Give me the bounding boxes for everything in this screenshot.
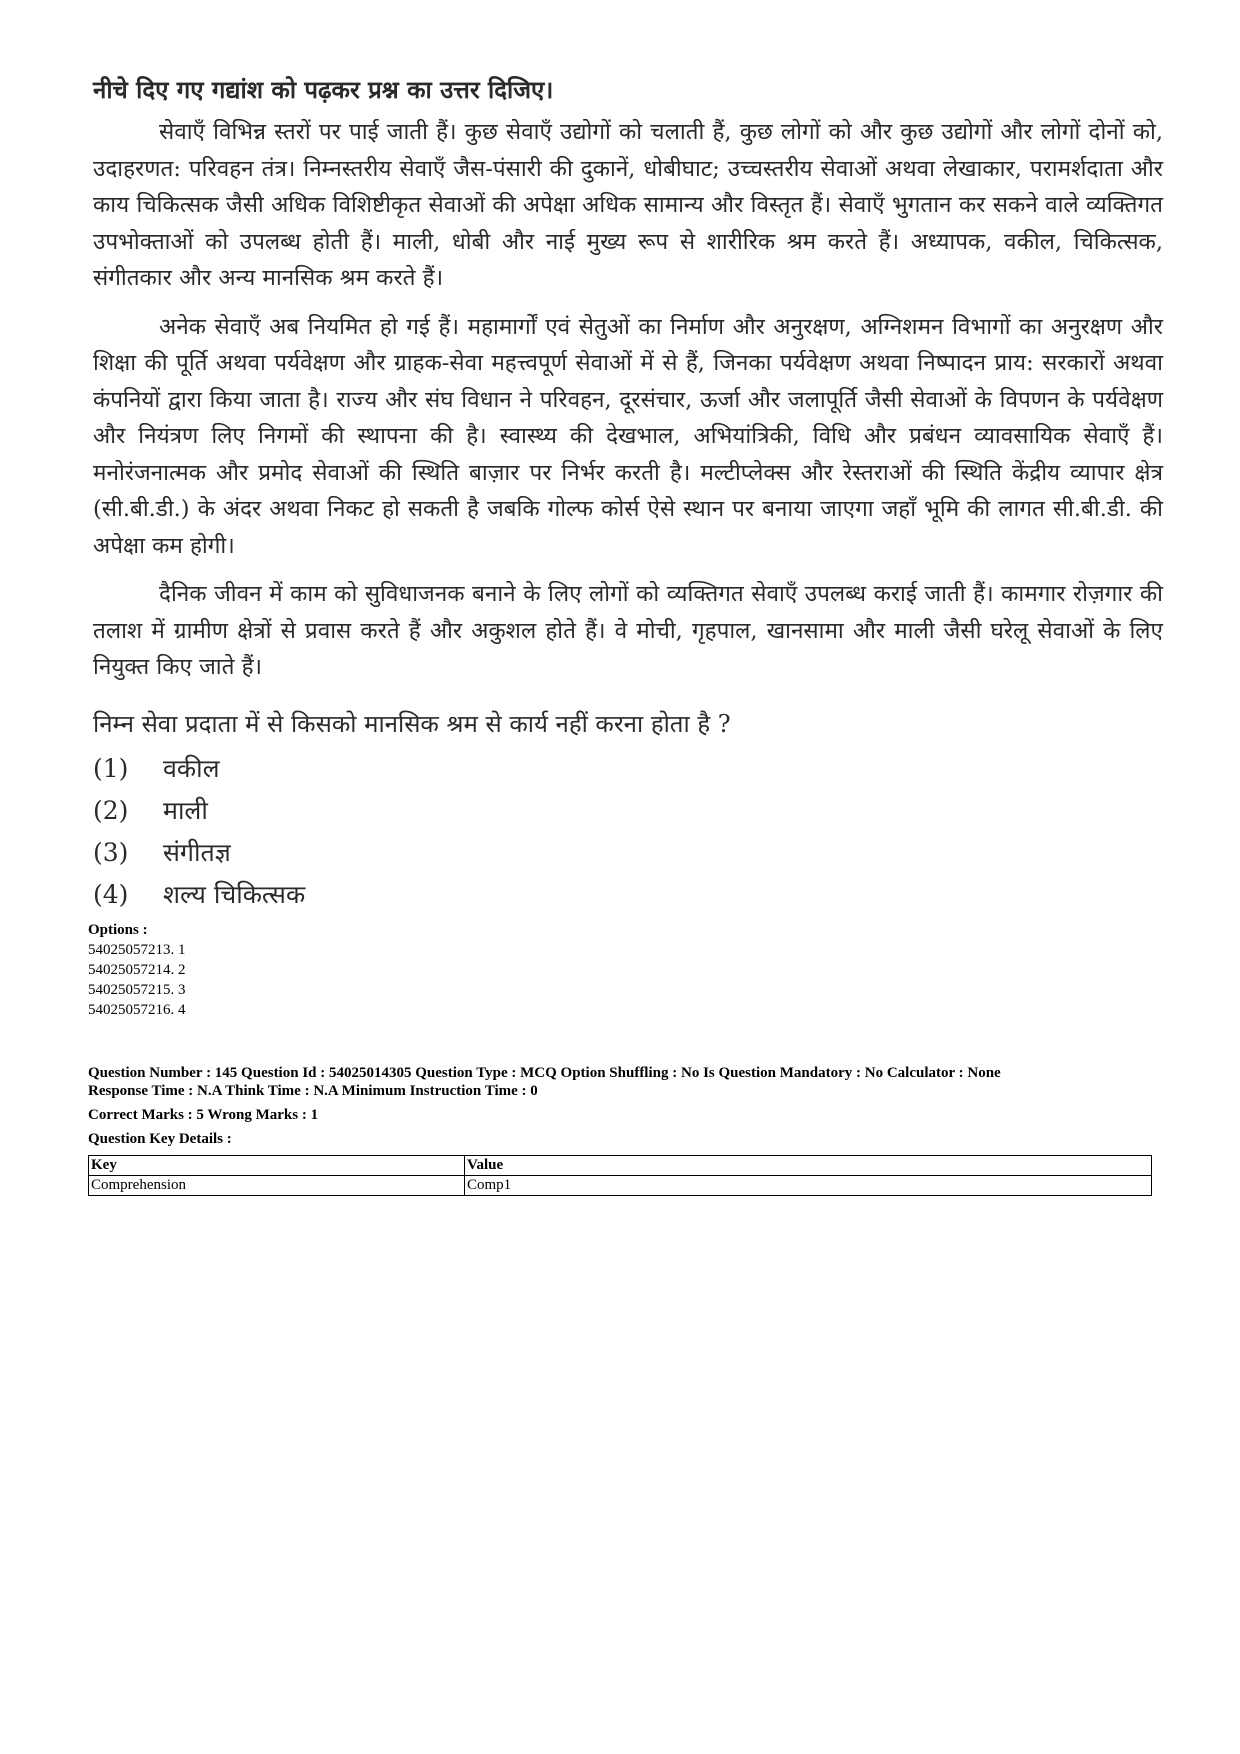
question-text: निम्न सेवा प्रदाता में से किसको मानसिक श्रम से कार्य नहीं करना होता है ?: [93, 710, 731, 738]
instruction-heading: नीचे दिए गए गद्यांश को पढ़कर प्रश्न का उत्तर दिजिए।: [93, 75, 554, 104]
key-cell: Comprehension: [89, 1176, 465, 1196]
header-value-cell: Value: [465, 1156, 1152, 1176]
option-number: (1): [93, 754, 129, 783]
answer-option-2: [93, 790, 693, 832]
option-text: वकील: [163, 754, 220, 783]
option-id-4: 54025057216. 4: [88, 1002, 186, 1018]
answer-option-4: [93, 874, 693, 916]
passage-paragraph-3: दैनिक जीवन में काम को सुविधाजनक बनाने के लिए लोगों को व्यक्तिगत सेवाएँ उपलब्ध कराई जाती हैं। कामगार रोज़गार की तलाश में ग्रामीण क्षेत्रों से प्रवास करते हैं और अकुशल होते हैं। वे मोची, गृहपाल, खानसामा और माली जैसी घरेलू सेवाओं के लिए नियुक्त किए जाते हैं।: [93, 581, 1163, 680]
header-key-cell: Key: [89, 1156, 465, 1176]
option-number: (4): [93, 880, 129, 909]
passage-paragraph-2: अनेक सेवाएँ अब नियमित हो गई हैं। महामार्गों एवं सेतुओं का निर्माण और अनुरक्षण, अग्निशमन विभागों का अनुरक्षण और शिक्षा की पूर्ति अथवा पर्यवेक्षण और ग्राहक-सेवा महत्त्वपूर्ण सेवाओं में से हैं, जिनका पर्यवेक्षण अथवा निष्पादन प्राय: सरकारों अथवा कंपनियों द्वारा किया जाता है। राज्य और संघ विधान ने परिवहन, दूरसंचार, ऊर्जा और जलापूर्ति जैसी सेवाओं के विपणन के पर्यवेक्षण और नियंत्रण लिए निगमों की स्थापना की है। स्वास्थ्य की देखभाल, अभियांत्रिकी, विधि और प्रबंधन व्यावसायिक सेवाएँ हैं। मनोरंजनात्मक और प्रमोद सेवाओं की स्थिति बाज़ार पर निर्भर करती है। मल्टीप्लेक्स और रेस्तराओं की स्थिति केंद्रीय व्यापार क्षेत्र (सी.बी.डी.) के अंदर अथवा निकट हो सकती है जबकि गोल्फ कोर्स ऐसे स्थान पर बनाया जाएगा जहाँ भूमि की लागत सी.बी.डी. की अपेक्षा कम होगी।: [93, 313, 1163, 559]
key-details-label: Question Key Details :: [88, 1131, 232, 1147]
answer-option-3: [93, 832, 693, 874]
question-info-block: [88, 1064, 1168, 1148]
option-id-3: 54025057215. 3: [88, 982, 186, 998]
table-header-row: [89, 1156, 1152, 1176]
options-header: Options :: [88, 922, 148, 938]
answer-option-list: [93, 748, 693, 916]
answer-option-1: [93, 748, 693, 790]
option-number: (3): [93, 838, 129, 867]
question-key-table: [88, 1155, 1152, 1196]
question-info-line-2: Response Time : N.A Think Time : N.A Minimum Instruction Time : 0: [88, 1083, 538, 1099]
marks-line: Correct Marks : 5 Wrong Marks : 1: [88, 1107, 319, 1123]
option-text: माली: [163, 796, 208, 825]
table-row: [89, 1176, 1152, 1196]
option-text: शल्य चिकित्सक: [163, 880, 306, 909]
option-id-1: 54025057213. 1: [88, 942, 186, 958]
option-number: (2): [93, 796, 129, 825]
option-id-2: 54025057214. 2: [88, 962, 186, 978]
comprehension-passage: [93, 114, 1163, 698]
option-ids-block: [88, 920, 186, 1020]
option-text: संगीतज्ञ: [163, 838, 231, 867]
question-info-line-1: Question Number : 145 Question Id : 54025014305 Question Type : MCQ Option Shuffling : No Is Question Mandatory : No Calculator : None: [88, 1065, 1001, 1081]
passage-paragraph-1: सेवाएँ विभिन्न स्तरों पर पाई जाती हैं। कुछ सेवाएँ उद्योगों को चलाती हैं, कुछ लोगों को और कुछ उद्योगों और लोगों दोनों को, उदाहरणत: परिवहन तंत्र। निम्नस्तरीय सेवाएँ जैस-पंसारी की दुकानें, धोबीघाट; उच्चस्तरीय सेवाओं अथवा लेखाकार, परामर्शदाता और काय चिकित्सक जैसी अधिक विशिष्टीकृत सेवाओं की अपेक्षा अधिक सामान्य और विस्तृत हैं। सेवाएँ भुगतान कर सकने वाले व्यक्तिगत उपभोक्ताओं को उपलब्ध होती हैं। माली, धोबी और नाई मुख्य रूप से शारीरिक श्रम करते हैं। अध्यापक, वकील, चिकित्सक, संगीतकार और अन्य मानसिक श्रम करते हैं।: [93, 119, 1163, 291]
value-cell: Comp1: [465, 1176, 1152, 1196]
